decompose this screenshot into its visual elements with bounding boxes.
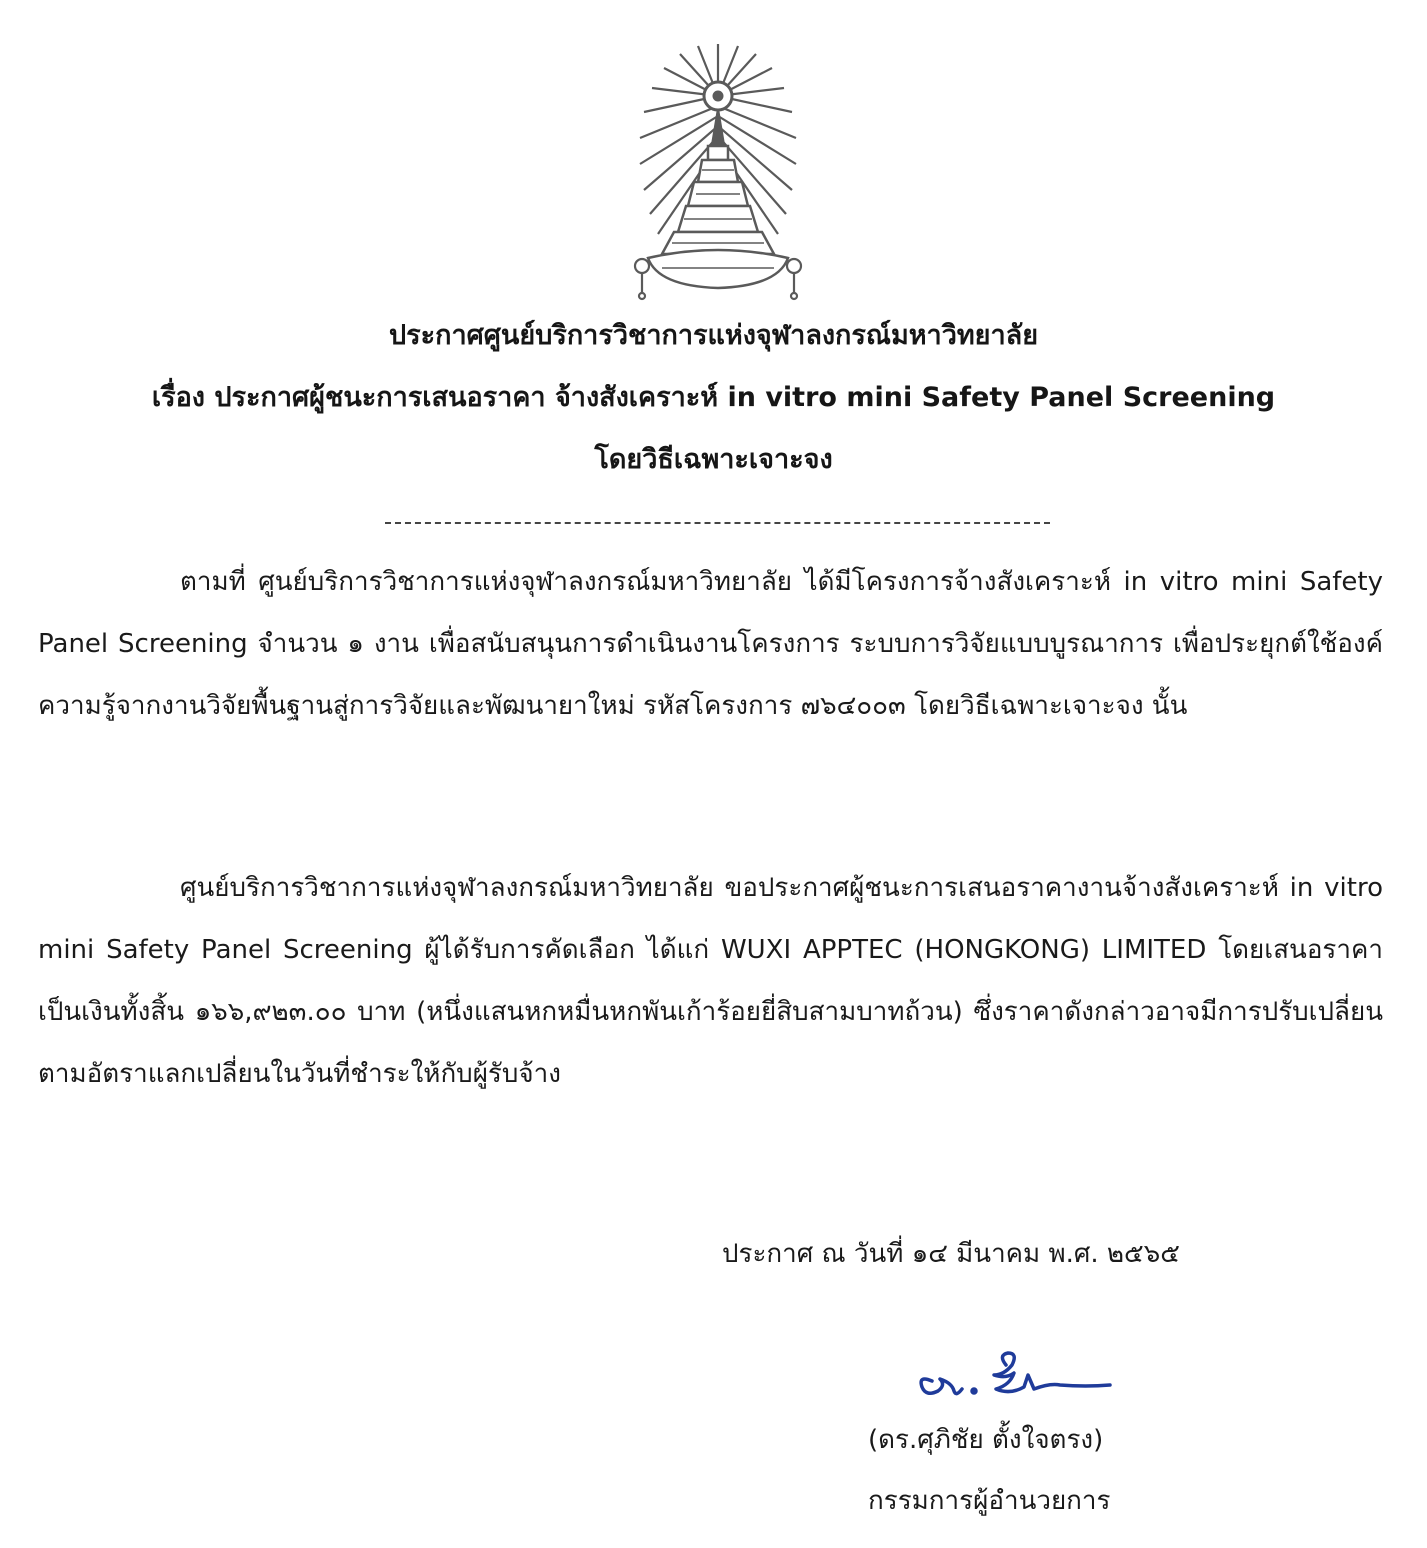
university-emblem-icon <box>628 36 808 301</box>
title-divider <box>385 522 1050 524</box>
signer-name: (ดร.ศุภิชัย ตั้งใจตรง) <box>868 1425 1104 1455</box>
body-paragraph-1: ตามที่ ศูนย์บริการวิชาการแห่งจุฬาลงกรณ์มหาวิทยาลัย ได้มีโครงการจ้างสังเคราะห์ in vitro mini Safety Panel Screening จำนวน ๑ งาน เพื่อสนับสนุนการดำเนินงานโครงการ ระบบการวิจัยแบบบูรณาการ เพื่อประยุกต์ใช้องค์ความรู้จากงานวิจัยพื้นฐานสู่การวิจัยและพัฒนายาใหม่ รหัสโครงการ ๗๖๔๐๐๓ โดยวิธีเฉพาะเจาะจง นั้น <box>38 567 1383 721</box>
signature-icon <box>910 1345 1120 1410</box>
announcement-subject: เรื่อง ประกาศผู้ชนะการเสนอราคา จ้างสังเคราะห์ in vitro mini Safety Panel Screening <box>151 382 1276 413</box>
procurement-method: โดยวิธีเฉพาะเจาะจง <box>594 444 833 475</box>
signer-position: กรรมการผู้อำนวยการ <box>868 1486 1111 1516</box>
body-paragraph-2: ศูนย์บริการวิชาการแห่งจุฬาลงกรณ์มหาวิทยาลัย ขอประกาศผู้ชนะการเสนอราคางานจ้างสังเคราะห์ in vitro mini Safety Panel Screening ผู้ได้รับการคัดเลือก ได้แก่ WUXI APPTEC (HONGKONG) LIMITED โดยเสนอราคาเป็นเงินทั้งสิ้น ๑๖๖,๙๒๓.๐๐ บาท (หนึ่งแสนหกหมื่นหกพันเก้าร้อยยี่สิบสามบาทถ้วน) ซึ่งราคาดังกล่าวอาจมีการปรับเปลี่ยนตามอัตราแลกเปลี่ยนในวันที่ชำระให้กับผู้รับจ้าง <box>38 873 1383 1089</box>
announcement-title: ประกาศศูนย์บริการวิชาการแห่งจุฬาลงกรณ์มหาวิทยาลัย <box>388 320 1039 351</box>
announcement-date: ประกาศ ณ วันที่ ๑๔ มีนาคม พ.ศ. ๒๕๖๕ <box>722 1239 1180 1269</box>
